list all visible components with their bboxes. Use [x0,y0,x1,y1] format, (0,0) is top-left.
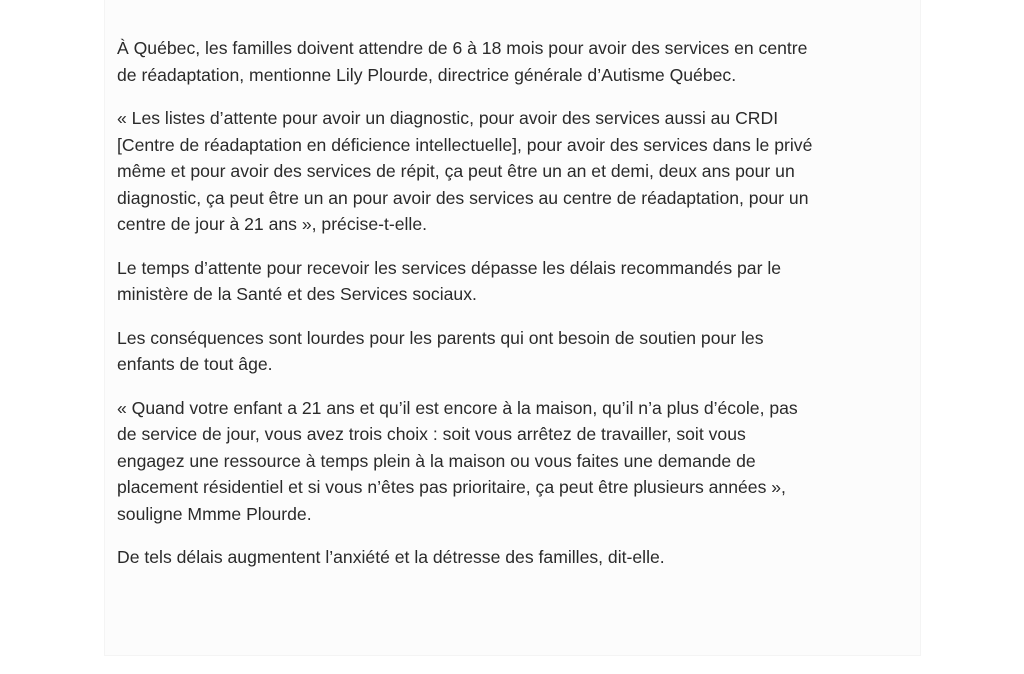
paragraph-ministry-delays: Le temps d’attente pour recevoir les services dépasse les délais recommandés par le ministère de la Santé et des Services sociaux. [117,257,782,304]
paragraph-diagnostic-quote: « Les listes d’attente pour avoir un diagnostic, pour avoir des services aussi au CRDI [Centre de réadaptation en déficience intellectuelle], pour avoir des services dans le privé même et pour avoir des services de répit, ça peut être un an et demi, deux ans pour un diagnostic, ça peut être un an pour avoir des services au centre de réadaptation, pour un centre de jour à 21 ans », précise-t-elle. [117,108,813,234]
paragraph-quebec-wait-times: À Québec, les familles doivent attendre de 6 à 18 mois pour avoir des services en centre de réadaptation, mentionne Lily Plourde, directrice générale d’Autisme Québec. [117,38,808,85]
paragraph-consequences: Les conséquences sont lourdes pour les parents qui ont besoin de soutien pour les enfants de tout âge. [117,327,764,374]
paragraph-anxiety: De tels délais augmentent l’anxiété et la détresse des familles, dit-elle. [117,547,665,567]
article-body [117,35,907,588]
paragraph-age-21-quote: « Quand votre enfant a 21 ans et qu’il est encore à la maison, qu’il n’a plus d’école, pas de service de jour, vous avez trois choix : soit vous arrêtez de travailler, soit vous engagez une ressource à temps plein à la maison ou vous faites une demande de placement résidentiel et si vous n’êtes pas prioritaire, ça peut être plusieurs années », souligne Mmme Plourde. [117,397,798,524]
